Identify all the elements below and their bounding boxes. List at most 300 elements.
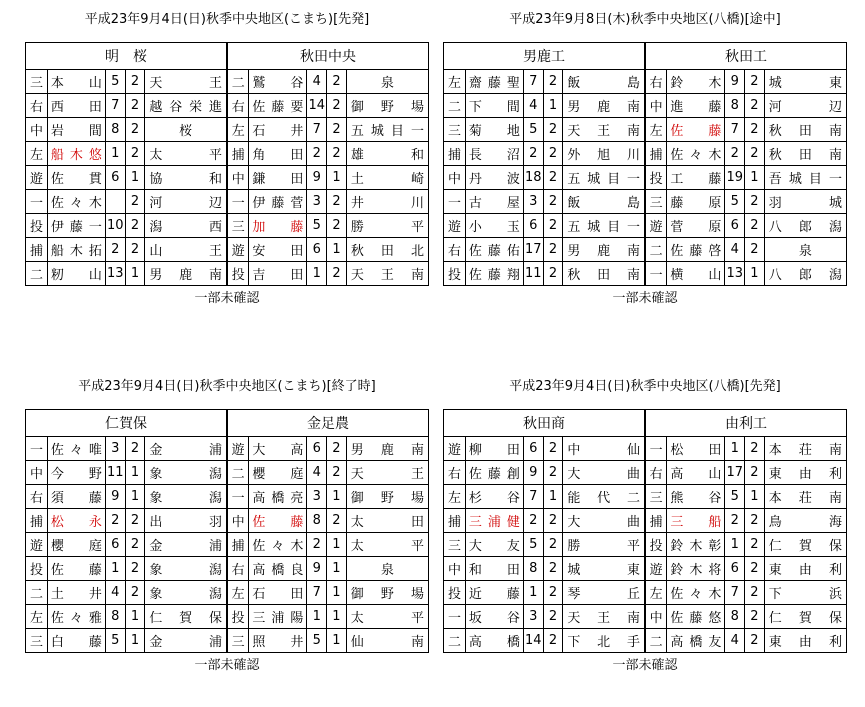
player-name-cell: 櫻 庭: [47, 533, 105, 557]
table-row: [444, 70, 847, 94]
grade-cell: 2: [543, 581, 563, 605]
school-cell: 河 辺: [145, 190, 227, 214]
school-cell: 太 平: [346, 605, 428, 629]
position-cell: 二: [26, 581, 48, 605]
uniform-number-cell: 8: [105, 605, 125, 629]
uniform-number-cell: 1: [725, 533, 745, 557]
grade-cell: 1: [125, 262, 145, 286]
position-cell: 一: [26, 437, 48, 461]
position-cell: 右: [26, 485, 48, 509]
lineup-table: [443, 409, 847, 653]
school-cell: 太 平: [145, 142, 227, 166]
player-name-cell: 佐藤創: [465, 461, 523, 485]
player-name-cell: 小 玉: [465, 214, 523, 238]
team-name-left: 明 桜: [26, 43, 228, 70]
position-cell: 二: [227, 70, 249, 94]
school-cell: 本荘南: [764, 437, 846, 461]
school-cell: 桜: [145, 118, 227, 142]
team-name-left: 男鹿工: [444, 43, 645, 70]
position-cell: 遊: [444, 214, 466, 238]
player-name-cell: 佐藤悠: [667, 605, 725, 629]
position-cell: 左: [26, 142, 48, 166]
lineup-table: [25, 409, 429, 653]
school-cell: 八郎潟: [764, 262, 846, 286]
table-row: [26, 166, 429, 190]
position-cell: 捕: [26, 509, 48, 533]
grade-cell: 1: [125, 485, 145, 509]
unconfirmed-note: 一部未確認: [612, 658, 678, 673]
table-row: [26, 533, 429, 557]
position-cell: 投: [444, 581, 466, 605]
school-cell: 城 東: [764, 70, 846, 94]
grade-cell: 1: [327, 485, 347, 509]
grade-cell: 2: [745, 118, 765, 142]
grade-cell: 2: [745, 461, 765, 485]
position-cell: 三: [645, 190, 667, 214]
school-cell: 東由利: [764, 557, 846, 581]
school-cell: 象 潟: [145, 581, 227, 605]
position-cell: 捕: [227, 142, 249, 166]
uniform-number-cell: 5: [725, 485, 745, 509]
uniform-number-cell: 3: [307, 190, 327, 214]
position-cell: 右: [444, 461, 466, 485]
position-cell: 遊: [26, 166, 48, 190]
position-cell: 投: [645, 533, 667, 557]
player-name-cell: 石 井: [249, 118, 307, 142]
school-cell: 出 羽: [145, 509, 227, 533]
grade-cell: 2: [543, 166, 563, 190]
school-cell: 秋田南: [563, 262, 645, 286]
school-cell: 河 辺: [764, 94, 846, 118]
player-name-cell: 加 藤: [249, 214, 307, 238]
table-row: [26, 629, 429, 653]
panel-title: 平成23年9月4日(日)秋季中央地区(こまち)[終了時]: [78, 379, 376, 394]
table-row: [444, 190, 847, 214]
school-cell: 仁賀保: [764, 605, 846, 629]
grade-cell: 2: [745, 605, 765, 629]
unconfirmed-note: 一部未確認: [194, 291, 260, 306]
player-name-cell: 高橋良: [249, 557, 307, 581]
uniform-number-cell: 4: [105, 581, 125, 605]
school-cell: 吾城目一: [764, 166, 846, 190]
player-name-cell: 齋藤聖: [465, 70, 523, 94]
uniform-number-cell: 6: [105, 533, 125, 557]
position-cell: 遊: [645, 557, 667, 581]
uniform-number-cell: 9: [523, 461, 543, 485]
player-name-cell: 佐藤翔: [465, 262, 523, 286]
position-cell: 右: [26, 94, 48, 118]
uniform-number-cell: 10: [105, 214, 125, 238]
unconfirmed-note: 一部未確認: [612, 291, 678, 306]
position-cell: 中: [645, 94, 667, 118]
player-name-cell: 坂 谷: [465, 605, 523, 629]
school-cell: 太 平: [346, 533, 428, 557]
grade-cell: 2: [125, 214, 145, 238]
school-cell: 大 曲: [563, 509, 645, 533]
table-row: [26, 94, 429, 118]
school-cell: 泉: [764, 238, 846, 262]
player-name-cell: 大 友: [465, 533, 523, 557]
grade-cell: 2: [327, 94, 347, 118]
player-name-cell: 高橋友: [667, 629, 725, 653]
uniform-number-cell: 7: [725, 118, 745, 142]
grade-cell: 2: [745, 509, 765, 533]
position-cell: 三: [227, 629, 249, 653]
school-cell: 太 田: [346, 509, 428, 533]
panel-title: 平成23年9月8日(木)秋季中央地区(八橋)[途中]: [509, 12, 781, 27]
player-name-cell: 伊藤一: [47, 214, 105, 238]
player-name-cell: 佐 藤: [667, 118, 725, 142]
player-name-cell: 菅 原: [667, 214, 725, 238]
grade-cell: 2: [327, 437, 347, 461]
player-name-cell: 佐藤佑: [465, 238, 523, 262]
uniform-number-cell: 7: [307, 581, 327, 605]
player-name-cell: 佐々木: [249, 533, 307, 557]
position-cell: 遊: [444, 437, 466, 461]
school-cell: 金 浦: [145, 629, 227, 653]
school-cell: 金 浦: [145, 437, 227, 461]
uniform-number-cell: 8: [523, 557, 543, 581]
position-cell: 捕: [227, 533, 249, 557]
grade-cell: 2: [327, 142, 347, 166]
uniform-number-cell: 2: [105, 509, 125, 533]
school-cell: 下 浜: [764, 581, 846, 605]
position-cell: 一: [444, 190, 466, 214]
uniform-number-cell: 13: [725, 262, 745, 286]
player-name-cell: 横 山: [667, 262, 725, 286]
player-name-cell: 三浦陽: [249, 605, 307, 629]
grade-cell: 2: [543, 629, 563, 653]
table-row: [444, 509, 847, 533]
player-name-cell: 佐藤啓: [667, 238, 725, 262]
uniform-number-cell: 5: [105, 70, 125, 94]
position-cell: 一: [645, 437, 667, 461]
table-row: [26, 262, 429, 286]
table-row: [444, 581, 847, 605]
table-row: [26, 142, 429, 166]
grade-cell: 1: [745, 485, 765, 509]
school-cell: 天 王: [346, 461, 428, 485]
school-cell: 城 東: [563, 557, 645, 581]
position-cell: 左: [444, 70, 466, 94]
position-cell: 遊: [227, 437, 249, 461]
uniform-number-cell: 4: [307, 461, 327, 485]
player-name-cell: 下 間: [465, 94, 523, 118]
grade-cell: 1: [125, 629, 145, 653]
table-row: [444, 461, 847, 485]
position-cell: 一: [444, 605, 466, 629]
grade-cell: 2: [745, 94, 765, 118]
uniform-number-cell: 11: [105, 461, 125, 485]
uniform-number-cell: 4: [307, 70, 327, 94]
player-name-cell: 須 藤: [47, 485, 105, 509]
school-cell: 男鹿南: [563, 94, 645, 118]
player-name-cell: 土 井: [47, 581, 105, 605]
team-name-left: 仁賀保: [26, 410, 227, 437]
school-cell: 男鹿南: [563, 238, 645, 262]
grade-cell: 1: [745, 262, 765, 286]
position-cell: 中: [227, 509, 249, 533]
uniform-number-cell: 6: [725, 214, 745, 238]
uniform-number-cell: 2: [105, 238, 125, 262]
player-name-cell: 佐 藤: [47, 557, 105, 581]
school-cell: 羽 城: [764, 190, 846, 214]
grade-cell: 2: [327, 190, 347, 214]
player-name-cell: 照 井: [249, 629, 307, 653]
table-row: [444, 262, 847, 286]
table-row: [444, 166, 847, 190]
position-cell: 右: [645, 70, 667, 94]
uniform-number-cell: 1: [307, 262, 327, 286]
position-cell: 中: [444, 166, 466, 190]
school-cell: 協 和: [145, 166, 227, 190]
player-name-cell: 鈴 木: [667, 70, 725, 94]
table-row: [26, 70, 429, 94]
table-row: [26, 605, 429, 629]
player-name-cell: 三浦健: [465, 509, 523, 533]
school-cell: 仁賀保: [145, 605, 227, 629]
position-cell: 三: [645, 485, 667, 509]
school-cell: 男鹿南: [145, 262, 227, 286]
grade-cell: 2: [543, 214, 563, 238]
school-cell: 本荘南: [764, 485, 846, 509]
grade-cell: 2: [543, 118, 563, 142]
grade-cell: 2: [125, 118, 145, 142]
player-name-cell: 佐 藤: [249, 509, 307, 533]
school-cell: 能代二: [563, 485, 645, 509]
school-cell: 象 潟: [145, 485, 227, 509]
grade-cell: 2: [543, 238, 563, 262]
position-cell: 三: [26, 70, 48, 94]
grade-cell: 2: [125, 437, 145, 461]
grade-cell: 2: [745, 190, 765, 214]
team-name-right: 金足農: [227, 410, 429, 437]
uniform-number-cell: 1: [307, 605, 327, 629]
uniform-number-cell: 8: [725, 605, 745, 629]
player-name-cell: 鎌 田: [249, 166, 307, 190]
uniform-number-cell: 1: [725, 437, 745, 461]
uniform-number-cell: 6: [105, 166, 125, 190]
grade-cell: 2: [543, 533, 563, 557]
grade-cell: 2: [125, 190, 145, 214]
team-name-left: 秋田商: [444, 410, 645, 437]
position-cell: 中: [26, 461, 48, 485]
uniform-number-cell: 2: [523, 509, 543, 533]
grade-cell: 2: [543, 142, 563, 166]
uniform-number-cell: 3: [523, 190, 543, 214]
school-cell: 井 川: [346, 190, 428, 214]
school-cell: 金 浦: [145, 533, 227, 557]
uniform-number-cell: 4: [523, 94, 543, 118]
position-cell: 遊: [645, 214, 667, 238]
school-cell: 東由利: [764, 461, 846, 485]
grade-cell: 1: [327, 581, 347, 605]
team-name-right: 秋田工: [645, 43, 847, 70]
player-name-cell: 西 田: [47, 94, 105, 118]
school-cell: 外旭川: [563, 142, 645, 166]
player-name-cell: 三 船: [667, 509, 725, 533]
uniform-number-cell: 7: [523, 70, 543, 94]
player-name-cell: 佐々唯: [47, 437, 105, 461]
school-cell: 勝 平: [346, 214, 428, 238]
uniform-number-cell: 5: [307, 629, 327, 653]
school-cell: 天王南: [563, 605, 645, 629]
grade-cell: 2: [327, 509, 347, 533]
panel-title: 平成23年9月4日(日)秋季中央地区(八橋)[先発]: [509, 379, 781, 394]
player-name-cell: 柳 田: [465, 437, 523, 461]
uniform-number-cell: 9: [105, 485, 125, 509]
school-cell: 泉: [346, 70, 428, 94]
uniform-number-cell: 7: [523, 485, 543, 509]
table-row: [444, 142, 847, 166]
grade-cell: 2: [745, 533, 765, 557]
player-name-cell: 和 田: [465, 557, 523, 581]
grade-cell: 2: [745, 214, 765, 238]
position-cell: 左: [444, 485, 466, 509]
uniform-number-cell: 2: [307, 142, 327, 166]
player-name-cell: 長 沼: [465, 142, 523, 166]
grade-cell: 2: [543, 461, 563, 485]
player-name-cell: 高橋亮: [249, 485, 307, 509]
grade-cell: 2: [745, 557, 765, 581]
table-row: [26, 485, 429, 509]
grade-cell: 2: [745, 437, 765, 461]
school-cell: 天王南: [346, 262, 428, 286]
position-cell: 投: [227, 262, 249, 286]
grade-cell: 1: [745, 166, 765, 190]
grade-cell: 2: [543, 509, 563, 533]
table-row: [444, 214, 847, 238]
table-row: [26, 509, 429, 533]
uniform-number-cell: 2: [307, 533, 327, 557]
uniform-number-cell: 6: [523, 214, 543, 238]
grade-cell: 2: [125, 142, 145, 166]
uniform-number-cell: 6: [307, 238, 327, 262]
grade-cell: 1: [327, 533, 347, 557]
team-name-right: 由利工: [645, 410, 847, 437]
player-name-cell: 高 山: [667, 461, 725, 485]
player-name-cell: 松 永: [47, 509, 105, 533]
school-cell: 仙 南: [346, 629, 428, 653]
position-cell: 二: [26, 262, 48, 286]
grade-cell: 1: [543, 94, 563, 118]
grade-cell: 1: [543, 485, 563, 509]
player-name-cell: 佐々雅: [47, 605, 105, 629]
table-row: [26, 118, 429, 142]
position-cell: 捕: [444, 142, 466, 166]
player-name-cell: 高 橋: [465, 629, 523, 653]
table-row: [444, 557, 847, 581]
grade-cell: 2: [543, 190, 563, 214]
position-cell: 中: [227, 166, 249, 190]
grade-cell: 2: [125, 94, 145, 118]
position-cell: 遊: [227, 238, 249, 262]
school-cell: 天 王: [145, 70, 227, 94]
position-cell: 投: [227, 605, 249, 629]
uniform-number-cell: 2: [725, 509, 745, 533]
school-cell: 勝 平: [563, 533, 645, 557]
position-cell: 中: [645, 605, 667, 629]
position-cell: 捕: [444, 509, 466, 533]
school-cell: 飯 島: [563, 70, 645, 94]
player-name-cell: 本 山: [47, 70, 105, 94]
position-cell: 二: [444, 94, 466, 118]
player-name-cell: 佐々木: [47, 190, 105, 214]
position-cell: 左: [645, 118, 667, 142]
uniform-number-cell: 5: [523, 118, 543, 142]
school-cell: 秋田南: [764, 142, 846, 166]
player-name-cell: 近 藤: [465, 581, 523, 605]
position-cell: 捕: [645, 509, 667, 533]
school-cell: 琴 丘: [563, 581, 645, 605]
uniform-number-cell: 3: [523, 605, 543, 629]
school-cell: 御野場: [346, 94, 428, 118]
player-name-cell: 佐々木: [667, 581, 725, 605]
grade-cell: 2: [125, 533, 145, 557]
uniform-number-cell: 17: [725, 461, 745, 485]
uniform-number-cell: 18: [523, 166, 543, 190]
grade-cell: 2: [327, 262, 347, 286]
player-name-cell: 岩 間: [47, 118, 105, 142]
uniform-number-cell: 17: [523, 238, 543, 262]
uniform-number-cell: 6: [523, 437, 543, 461]
school-cell: 東由利: [764, 629, 846, 653]
grade-cell: 2: [125, 581, 145, 605]
school-cell: 八郎潟: [764, 214, 846, 238]
player-name-cell: 丹 波: [465, 166, 523, 190]
uniform-number-cell: 8: [105, 118, 125, 142]
player-name-cell: 櫻 庭: [249, 461, 307, 485]
table-row: [444, 533, 847, 557]
uniform-number-cell: 2: [725, 142, 745, 166]
position-cell: 三: [444, 533, 466, 557]
table-row: [26, 214, 429, 238]
school-cell: 潟 西: [145, 214, 227, 238]
table-row: [26, 557, 429, 581]
table-row: [26, 461, 429, 485]
player-name-cell: 鈴木彰: [667, 533, 725, 557]
school-cell: 鳥 海: [764, 509, 846, 533]
uniform-number-cell: 1: [105, 557, 125, 581]
school-cell: 五城目一: [563, 166, 645, 190]
table-row: [26, 238, 429, 262]
grade-cell: 2: [745, 142, 765, 166]
position-cell: 投: [26, 557, 48, 581]
table-row: [26, 190, 429, 214]
school-cell: 雄 和: [346, 142, 428, 166]
position-cell: 捕: [645, 142, 667, 166]
player-name-cell: 鷲 谷: [249, 70, 307, 94]
uniform-number-cell: 6: [725, 557, 745, 581]
position-cell: 三: [26, 629, 48, 653]
position-cell: 二: [645, 238, 667, 262]
position-cell: 左: [26, 605, 48, 629]
school-cell: 五城目一: [346, 118, 428, 142]
uniform-number-cell: 9: [307, 557, 327, 581]
player-name-cell: 安 田: [249, 238, 307, 262]
position-cell: 左: [645, 581, 667, 605]
player-name-cell: 大 高: [249, 437, 307, 461]
table-row: [444, 437, 847, 461]
school-cell: 泉: [346, 557, 428, 581]
grade-cell: 1: [327, 629, 347, 653]
player-name-cell: 松 田: [667, 437, 725, 461]
position-cell: 左: [227, 581, 249, 605]
position-cell: 二: [227, 461, 249, 485]
uniform-number-cell: 1: [523, 581, 543, 605]
school-cell: 中 仙: [563, 437, 645, 461]
position-cell: 二: [645, 629, 667, 653]
